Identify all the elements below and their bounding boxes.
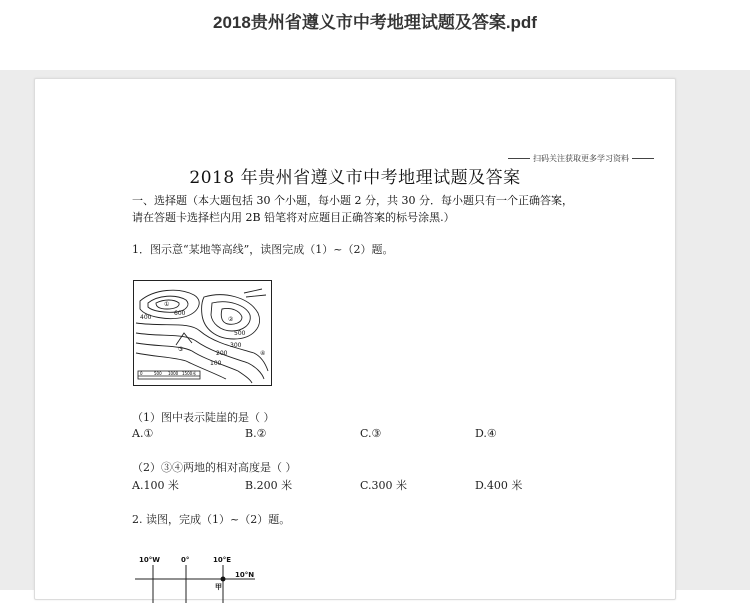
map-label: ②: [228, 316, 234, 323]
promo-label: 扫码关注获取更多学习资料: [533, 154, 629, 163]
option-d: D.④: [475, 427, 497, 440]
section-instructions-line2: 请在答题卡选择栏内用 2B 铅笔将对应题目正确答案的标号涂黑.）: [132, 211, 455, 224]
contour-line: [244, 289, 266, 297]
section-instructions-line1: 一、选择题（本大题包括 30 个小题，每小题 2 分，共 30 分．每小题只有一个正确答案，: [132, 194, 573, 207]
contour-line: [136, 323, 268, 371]
grid-label: 10°E: [213, 556, 232, 564]
grid-label: 10°N: [235, 571, 255, 579]
map-label: ③: [178, 346, 184, 353]
grid-label: 0°: [181, 556, 190, 564]
map-label: 400: [140, 314, 152, 321]
point-marker: [221, 577, 226, 582]
cliff-line: [176, 333, 192, 345]
map-label: 200: [216, 350, 228, 357]
promo-rule-right: [632, 158, 654, 159]
option-c: C.③: [360, 427, 382, 440]
option-a: A.100 米: [132, 479, 179, 492]
map-label: ④: [260, 350, 266, 357]
map-label: 300: [230, 342, 242, 349]
map-label: 600: [174, 310, 186, 317]
question-2: 2. 读图，完成（1）~（2）题。: [132, 513, 291, 526]
scale-label: 0: [140, 371, 143, 376]
map-label: 500: [234, 330, 246, 337]
grid-label: 10°W: [139, 556, 160, 564]
option-b: B.200 米: [245, 479, 293, 492]
grid-map-svg: [131, 553, 271, 603]
exam-title: 2018 年贵州省遵义市中考地理试题及答案: [189, 168, 521, 188]
scale-bar: [138, 370, 200, 379]
question-1-part-2: （2）③④两地的相对高度是（ ）: [132, 461, 297, 474]
contour-map-svg: [134, 281, 271, 385]
scale-label: 500: [154, 371, 162, 376]
option-d: D.400 米: [475, 479, 523, 492]
grid-label: 甲: [215, 583, 222, 591]
scale-label: 1500米: [182, 371, 197, 376]
scale-label: 1000: [168, 371, 179, 376]
promo-rule-left: [508, 158, 530, 159]
contour-map-figure: [133, 280, 272, 386]
option-a: A.①: [132, 427, 154, 440]
viewer-header: [0, 0, 750, 70]
option-c: C.300 米: [360, 479, 408, 492]
map-label: 100: [210, 360, 222, 367]
question-1-part-1: （1）图中表示陡崖的是（ ）: [132, 411, 275, 424]
map-label: ①: [164, 301, 170, 308]
document-title: 2018贵州省遵义市中考地理试题及答案.pdf: [213, 13, 537, 32]
option-b: B.②: [245, 427, 267, 440]
question-1: 1．图示意“某地等高线”，读图完成（1）~（2）题。: [132, 243, 394, 256]
pdf-page: [34, 78, 676, 600]
lat-lon-grid-figure: [131, 553, 271, 603]
